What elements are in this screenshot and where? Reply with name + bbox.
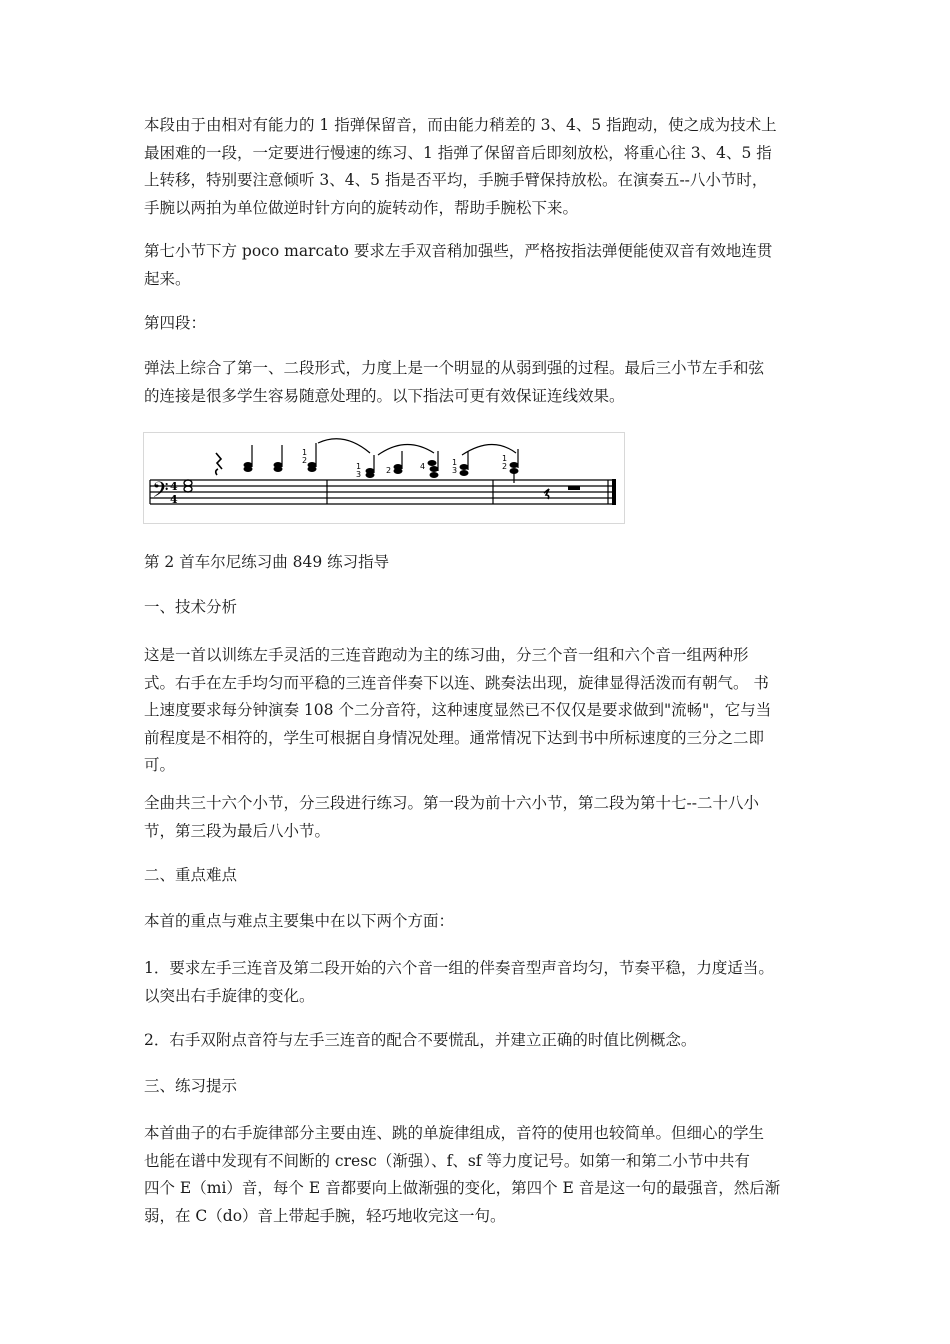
svg-text:2: 2: [502, 462, 508, 471]
text-line: 本段由于由相对有能力的 1 指弹保留音，而由能力稍差的 3、4、5 指跑动，使之成为技术上: [144, 116, 777, 134]
svg-text:1: 1: [356, 462, 362, 471]
text-line: 上转移，特别要注意倾听 3、4、5 指是否平均，手腕手臂保持放松。在演奏五--八小节时，: [144, 171, 768, 189]
list-item-1: [144, 955, 812, 1010]
half-rest-icon: [568, 486, 580, 490]
svg-text:3: 3: [356, 470, 362, 479]
time-signature-bottom: 4: [170, 493, 178, 506]
svg-text:1: 1: [502, 454, 508, 463]
text-line: 以突出右手旋律的变化。: [144, 986, 315, 1005]
svg-text:3: 3: [452, 466, 458, 475]
text-line: 这是一首以训练左手灵活的三连音跑动为主的练习曲，分三个音一组和六个音一组两种形: [144, 646, 749, 664]
heading-technical-analysis: [144, 594, 812, 622]
text-line: 的连接是很多学生容易随意处理的。以下指法可更有效保证连线效果。: [144, 386, 625, 405]
list-item-2: [144, 1027, 812, 1055]
chords-measure-3: [510, 449, 519, 483]
text-line: 二、重点难点: [144, 866, 238, 884]
slur-3: [462, 444, 516, 455]
text-line: 可。: [144, 756, 176, 774]
time-signature-top: 4: [170, 480, 178, 493]
paragraph-section3-technique: [144, 112, 812, 222]
text-line: 弹法上综合了第一、二段形式，力度上是一个明显的从弱到强的过程。最后三小节左手和弦: [144, 359, 765, 377]
bass-clef-icon: 𝄢: [152, 478, 169, 508]
slur-1: [318, 439, 370, 453]
bass-clef-score: [144, 433, 624, 523]
text-line: 本首的重点与难点主要集中在以下两个方面：: [144, 912, 455, 930]
text-line: 2．右手双附点音符与左手三连音的配合不要慌乱，并建立正确的时值比例概念。: [144, 1031, 697, 1049]
fingering-numbers: [302, 448, 507, 479]
text-line: 手腕以两拍为单位做逆时针方向的旋转动作，帮助手腕松下来。: [144, 198, 579, 217]
text-line: 弱，在 C（do）音上带起手腕，轻巧地收完这一句。: [144, 1206, 506, 1225]
text-line: 三、练习提示: [144, 1077, 238, 1095]
svg-text:1: 1: [452, 458, 458, 467]
text-line: 第七小节下方 poco marcato 要求左手双音稍加强些，严格按指法弹便能使双音有效地连贯: [144, 242, 773, 260]
text-line: 最困难的一段，一定要进行慢速的练习、1 指弹了保留音后即刻放松，将重心往 3、4、5 指: [144, 143, 772, 162]
svg-text:2: 2: [386, 466, 392, 475]
heading-etude-title: [144, 549, 812, 577]
text-line: 第四段：: [144, 314, 207, 332]
text-line: 本首曲子的右手旋律部分主要由连、跳的单旋律组成，音符的使用也较简单。但细心的学生: [144, 1124, 765, 1142]
text-line: 四个 E（mi）音，每个 E 音都要向上做渐强的变化，第四个 E 音是这一句的最强音，然后渐: [144, 1179, 781, 1197]
paragraph-section4-description: [144, 355, 812, 410]
heading-practice-tips: [144, 1073, 812, 1101]
quarter-rest-icon: [216, 453, 222, 475]
text-line: 前程度是不相符的，学生可根据自身情况处理。通常情况下达到书中所标速度的三分之二即: [144, 728, 765, 747]
paragraph-poco-marcato: [144, 238, 812, 293]
text-line: 式。右手在左手均匀而平稳的三连音伴奏下以连、跳奏法出现，旋律显得活泼而有朝气。 书: [144, 673, 769, 692]
svg-text:2: 2: [302, 456, 308, 465]
text-line: 上速度要求每分钟演奏 108 个二分音符，这种速度显然已不仅仅是要求做到"流畅"，它与当: [144, 701, 772, 719]
paragraph-difficulties-intro: [144, 908, 812, 936]
text-line: 起来。: [144, 269, 191, 288]
heading-key-difficulties: [144, 862, 812, 890]
text-line: 全曲共三十六个小节，分三段进行练习。第一段为前十六小节，第二段为第十七--二十八小: [144, 794, 759, 812]
text-line: 一、技术分析: [144, 598, 238, 616]
svg-text:4: 4: [420, 462, 426, 471]
text-line: 也能在谱中发现有不间断的 cresc（渐强）、f、sf 等力度记号。如第一和第二小节中共有: [144, 1151, 750, 1170]
svg-text:1: 1: [302, 448, 308, 457]
text-line: 节，第三段为最后八小节。: [144, 821, 331, 840]
paragraph-practice-tips: [144, 1120, 812, 1230]
music-score-image: [143, 432, 625, 524]
heading-section-four: [144, 310, 812, 338]
slur-2: [378, 444, 434, 455]
paragraph-structure: [144, 790, 812, 845]
text-line: 1．要求左手三连音及第二段开始的六个音一组的伴奏音型声音均匀，节奏平稳，力度适当。: [144, 959, 774, 977]
text-line: 第 2 首车尔尼练习曲 849 练习指导: [144, 553, 390, 571]
paragraph-technical-analysis: [144, 642, 812, 780]
